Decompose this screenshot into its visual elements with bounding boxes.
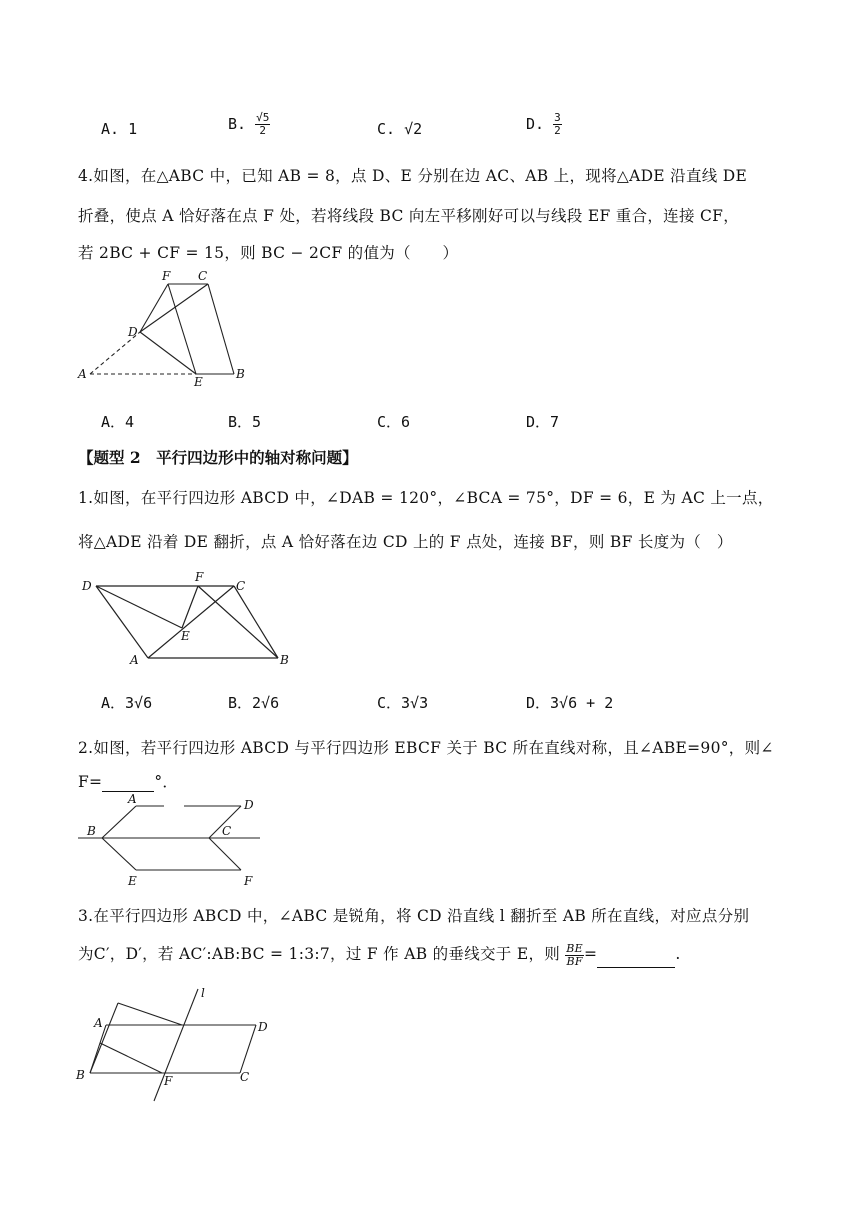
label-D: D [82,579,92,593]
label-F: F [164,1074,173,1088]
label-C: C [222,824,232,838]
p3-text-line-2-main: 为C′，D′，若 AC′:AB:BC = 1:3:7，过 F 作 AB 的垂线交于 E，则 [78,945,561,963]
label-F: F [195,570,204,584]
label-E: E [128,874,137,886]
label-A: A [78,367,87,381]
label-D: D [258,1020,268,1034]
label-C: C [198,269,208,283]
label-C: C [240,1070,250,1084]
q3-option-d-fraction [553,112,562,137]
fraction-denominator: BF [566,954,583,968]
q3-option-b-fraction [255,112,270,137]
q4-figure [70,268,260,388]
p1-figure [72,568,302,668]
p1-text-line-1: 1.如图，在平行四边形 ABCD 中，∠DAB = 120°，∠BCA = 75°，DF = 6，E 为 AC 上一点， [78,489,774,507]
q3-option-b-label: B. [228,115,247,133]
p3-ratio-fraction [565,943,584,968]
p3-text-line-1: 3.在平行四边形 ABCD 中，∠ABC 是锐角，将 CD 沿直线 l 翻折至 AB 所在直线，对应点分别 [78,907,750,925]
q4-text-line-3: 若 2BC + CF = 15，则 BC − 2CF 的值为（ ） [78,244,459,262]
p1-option-a: A．3√6 [101,694,153,712]
label-B: B [280,653,289,667]
p2-answer-prefix: F= [78,773,103,791]
q4-option-a: A．4 [101,413,135,431]
q4-text-line-2: 折叠，使点 A 恰好落在点 F 处，若将线段 BC 向左平移刚好可以与线段 EF 重合，连接 CF， [78,207,740,225]
p3-figure [72,985,282,1105]
p2-figure [76,792,276,886]
p1-text-line-2: 将△ADE 沿着 DE 翻折，点 A 恰好落在边 CD 上的 F 点处，连接 BF，则 BF 长度为（ ） [78,533,733,551]
q3-option-b [228,112,270,137]
p2-text-line-2 [78,770,178,792]
label-B: B [76,1068,85,1082]
label-E: E [181,629,190,643]
q4-text-line-1: 4.如图，在△ABC 中，已知 AB = 8，点 D、E 分别在边 AC、AB 上，现将△ADE 沿直线 DE [78,167,748,185]
label-E: E [194,375,203,388]
q4-option-c: C．6 [377,413,411,431]
fraction-numerator: √5 [256,111,270,124]
q3-option-a: A. 1 [101,120,138,138]
p1-option-b: B．2√6 [228,694,280,712]
q3-option-c: C. √2 [377,120,423,138]
q4-option-d: D．7 [526,413,560,431]
p3-text-line-2-end: . [675,945,681,963]
fraction-numerator: BE [566,941,584,955]
label-A: A [130,653,139,667]
p2-answer-suffix: °． [154,773,179,791]
label-F: F [244,874,253,886]
p3-text-line-2 [78,942,681,968]
label-D: D [128,325,138,339]
section-heading: 【题型 2 平行四边形中的轴对称问题】 [78,448,358,467]
p3-equals-sign: = [584,945,598,963]
fraction-denominator: 2 [554,124,561,137]
label-A: A [128,792,137,806]
label-F: F [162,269,171,283]
p1-option-c: C．3√3 [377,694,429,712]
label-D: D [244,798,254,812]
label-B: B [87,824,96,838]
answer-blank[interactable] [102,777,154,792]
label-l: l [201,986,205,1000]
fraction-denominator: 2 [259,124,267,137]
p1-option-d: D．3√6 + 2 [526,694,614,712]
q3-option-d [526,112,562,137]
label-B: B [236,367,245,381]
p2-text-line-1: 2.如图，若平行四边形 ABCD 与平行四边形 EBCF 关于 BC 所在直线对称，且∠ABE=90°，则∠ [78,739,774,757]
answer-blank[interactable] [597,953,675,968]
q3-option-d-label: D. [526,115,545,133]
label-A: A [94,1016,103,1030]
label-C: C [236,579,246,593]
q4-option-b: B．5 [228,413,262,431]
fraction-numerator: 3 [554,111,561,124]
